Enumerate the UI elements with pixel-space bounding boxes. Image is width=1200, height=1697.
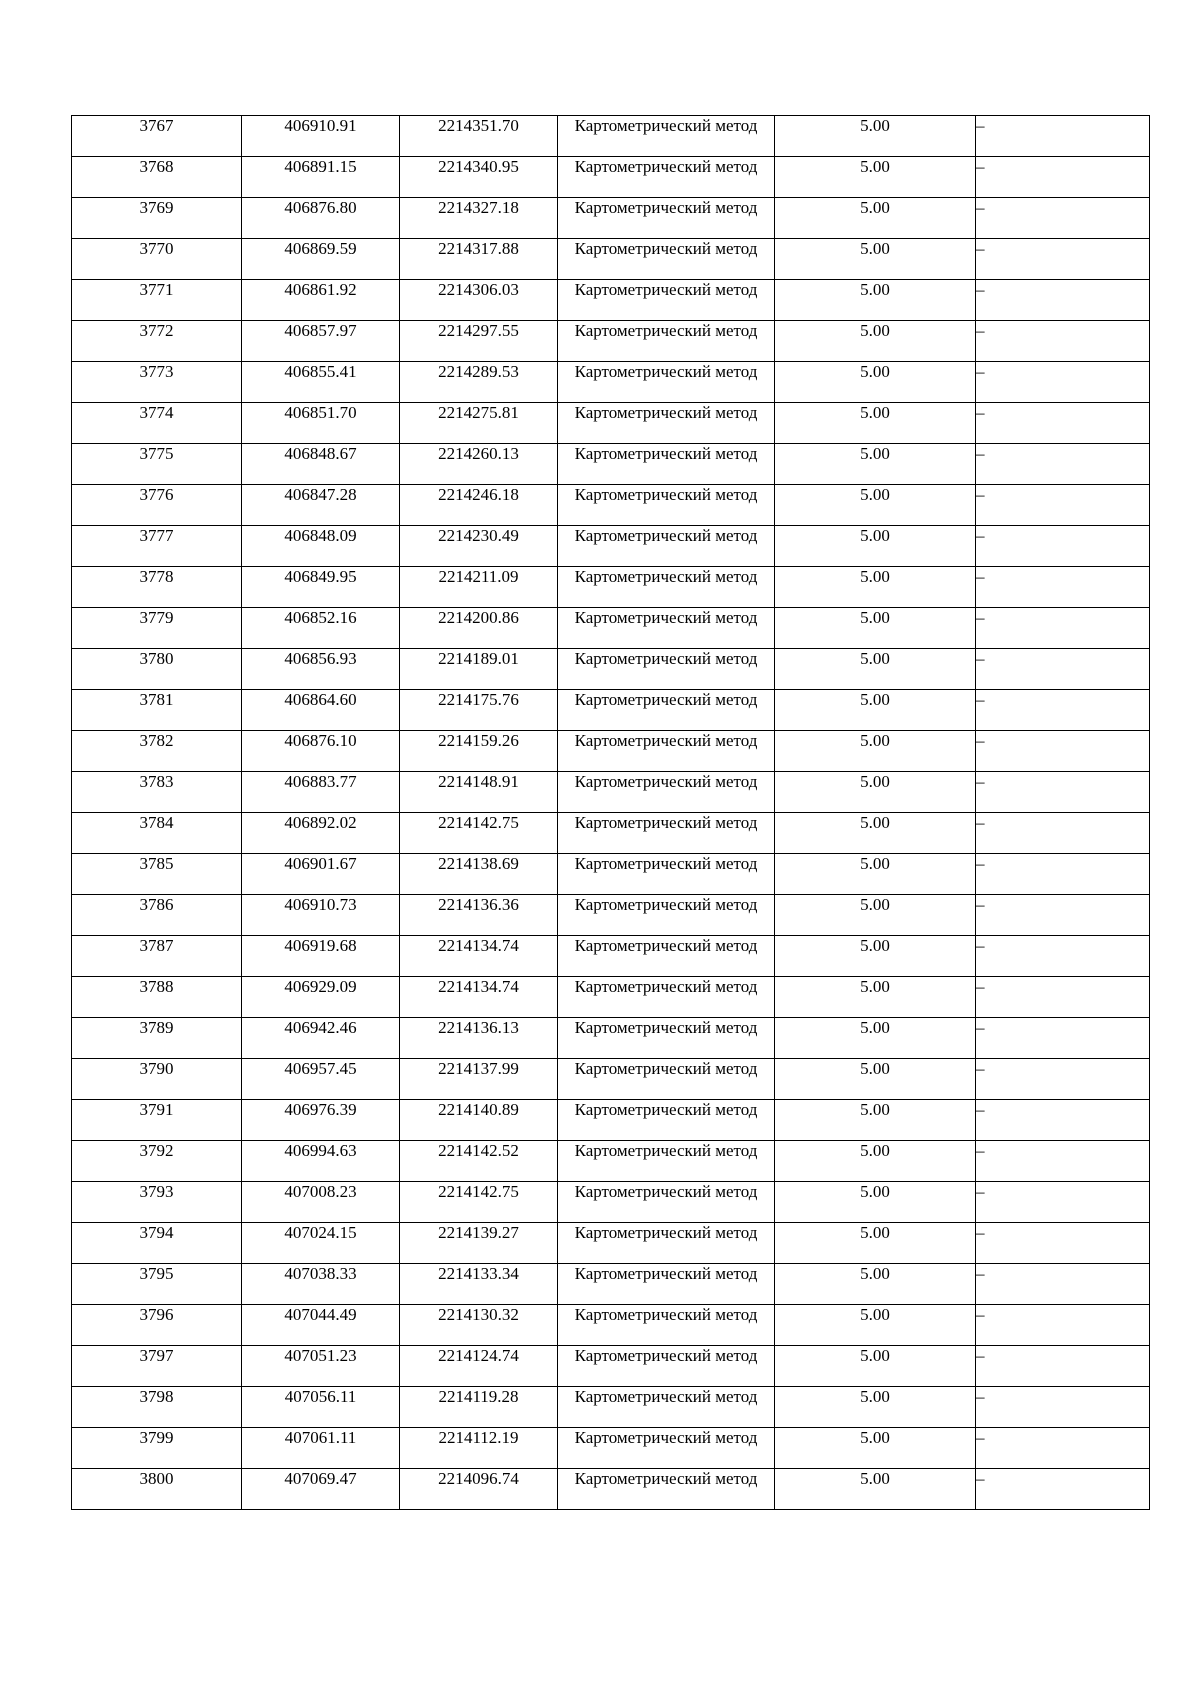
accuracy-cell: 5.00 — [775, 1141, 976, 1182]
table-row — [72, 854, 1150, 895]
table-row — [72, 321, 1150, 362]
description-cell: – — [976, 157, 1150, 198]
point-number-cell: 3800 — [72, 1469, 242, 1510]
method-cell — [558, 936, 775, 977]
x-coordinate-cell: 406848.09 — [242, 526, 400, 567]
y-coordinate-cell: 2214260.13 — [400, 444, 558, 485]
point-number-cell: 3784 — [72, 813, 242, 854]
accuracy-cell: 5.00 — [775, 772, 976, 813]
coordinates-table — [71, 115, 1150, 1510]
method-cell — [558, 444, 775, 485]
point-number-cell: 3793 — [72, 1182, 242, 1223]
x-coordinate-cell: 407056.11 — [242, 1387, 400, 1428]
y-coordinate-cell: 2214096.74 — [400, 1469, 558, 1510]
accuracy-cell: 5.00 — [775, 1346, 976, 1387]
x-coordinate-cell: 407038.33 — [242, 1264, 400, 1305]
description-cell: – — [976, 1346, 1150, 1387]
table-row — [72, 567, 1150, 608]
point-number-cell: 3785 — [72, 854, 242, 895]
description-cell: – — [976, 198, 1150, 239]
y-coordinate-cell: 2214136.36 — [400, 895, 558, 936]
table-row — [72, 116, 1150, 157]
method-cell — [558, 649, 775, 690]
y-coordinate-cell: 2214142.52 — [400, 1141, 558, 1182]
x-coordinate-cell: 406957.45 — [242, 1059, 400, 1100]
y-coordinate-cell: 2214140.89 — [400, 1100, 558, 1141]
x-coordinate-cell: 406910.73 — [242, 895, 400, 936]
description-cell: – — [976, 649, 1150, 690]
description-cell: – — [976, 731, 1150, 772]
accuracy-cell: 5.00 — [775, 239, 976, 280]
x-coordinate-cell: 406847.28 — [242, 485, 400, 526]
accuracy-cell: 5.00 — [775, 1100, 976, 1141]
method-text: Картометрический метод — [574, 321, 758, 340]
x-coordinate-cell: 406883.77 — [242, 772, 400, 813]
method-cell — [558, 567, 775, 608]
method-cell — [558, 1223, 775, 1264]
point-number-cell: 3768 — [72, 157, 242, 198]
y-coordinate-cell: 2214142.75 — [400, 1182, 558, 1223]
description-cell: – — [976, 813, 1150, 854]
point-number-cell: 3782 — [72, 731, 242, 772]
method-cell — [558, 608, 775, 649]
point-number-cell: 3771 — [72, 280, 242, 321]
accuracy-cell: 5.00 — [775, 608, 976, 649]
point-number-cell: 3787 — [72, 936, 242, 977]
table-row — [72, 772, 1150, 813]
table-row — [72, 1100, 1150, 1141]
description-cell: – — [976, 280, 1150, 321]
point-number-cell: 3789 — [72, 1018, 242, 1059]
method-cell — [558, 731, 775, 772]
x-coordinate-cell: 406848.67 — [242, 444, 400, 485]
y-coordinate-cell: 2214136.13 — [400, 1018, 558, 1059]
method-cell — [558, 1182, 775, 1223]
point-number-cell: 3774 — [72, 403, 242, 444]
x-coordinate-cell: 406869.59 — [242, 239, 400, 280]
x-coordinate-cell: 406876.80 — [242, 198, 400, 239]
y-coordinate-cell: 2214351.70 — [400, 116, 558, 157]
method-text: Картометрический метод — [574, 1100, 758, 1119]
table-row — [72, 1059, 1150, 1100]
table-row — [72, 1018, 1150, 1059]
table-row — [72, 1305, 1150, 1346]
accuracy-cell: 5.00 — [775, 731, 976, 772]
x-coordinate-cell: 406851.70 — [242, 403, 400, 444]
y-coordinate-cell: 2214297.55 — [400, 321, 558, 362]
y-coordinate-cell: 2214306.03 — [400, 280, 558, 321]
y-coordinate-cell: 2214142.75 — [400, 813, 558, 854]
accuracy-cell: 5.00 — [775, 813, 976, 854]
y-coordinate-cell: 2214317.88 — [400, 239, 558, 280]
method-text: Картометрический метод — [574, 444, 758, 463]
method-cell — [558, 198, 775, 239]
point-number-cell: 3794 — [72, 1223, 242, 1264]
method-text: Картометрический метод — [574, 1141, 758, 1160]
point-number-cell: 3788 — [72, 977, 242, 1018]
x-coordinate-cell: 406892.02 — [242, 813, 400, 854]
y-coordinate-cell: 2214137.99 — [400, 1059, 558, 1100]
table-row — [72, 1428, 1150, 1469]
method-cell — [558, 157, 775, 198]
method-cell — [558, 116, 775, 157]
method-cell — [558, 772, 775, 813]
accuracy-cell: 5.00 — [775, 1469, 976, 1510]
method-cell — [558, 1346, 775, 1387]
method-text: Картометрический метод — [574, 157, 758, 176]
x-coordinate-cell: 406855.41 — [242, 362, 400, 403]
accuracy-cell: 5.00 — [775, 567, 976, 608]
description-cell: – — [976, 1223, 1150, 1264]
accuracy-cell: 5.00 — [775, 854, 976, 895]
accuracy-cell: 5.00 — [775, 1264, 976, 1305]
y-coordinate-cell: 2214134.74 — [400, 936, 558, 977]
table-row — [72, 1346, 1150, 1387]
table-row — [72, 239, 1150, 280]
point-number-cell: 3772 — [72, 321, 242, 362]
description-cell: – — [976, 321, 1150, 362]
point-number-cell: 3767 — [72, 116, 242, 157]
x-coordinate-cell: 406910.91 — [242, 116, 400, 157]
table-row — [72, 731, 1150, 772]
method-text: Картометрический метод — [574, 649, 758, 668]
description-cell: – — [976, 854, 1150, 895]
point-number-cell: 3778 — [72, 567, 242, 608]
table-row — [72, 485, 1150, 526]
table-row — [72, 444, 1150, 485]
point-number-cell: 3775 — [72, 444, 242, 485]
x-coordinate-cell: 406849.95 — [242, 567, 400, 608]
table-row — [72, 403, 1150, 444]
accuracy-cell: 5.00 — [775, 1305, 976, 1346]
table-row — [72, 608, 1150, 649]
point-number-cell: 3797 — [72, 1346, 242, 1387]
method-text: Картометрический метод — [574, 854, 758, 873]
point-number-cell: 3796 — [72, 1305, 242, 1346]
description-cell: – — [976, 1059, 1150, 1100]
point-number-cell: 3773 — [72, 362, 242, 403]
description-cell: – — [976, 1387, 1150, 1428]
accuracy-cell: 5.00 — [775, 936, 976, 977]
point-number-cell: 3776 — [72, 485, 242, 526]
method-text: Картометрический метод — [574, 567, 758, 586]
method-text: Картометрический метод — [574, 731, 758, 750]
method-cell — [558, 854, 775, 895]
method-cell — [558, 1264, 775, 1305]
y-coordinate-cell: 2214340.95 — [400, 157, 558, 198]
description-cell: – — [976, 526, 1150, 567]
x-coordinate-cell: 407008.23 — [242, 1182, 400, 1223]
description-cell: – — [976, 485, 1150, 526]
point-number-cell: 3790 — [72, 1059, 242, 1100]
x-coordinate-cell: 406942.46 — [242, 1018, 400, 1059]
description-cell: – — [976, 690, 1150, 731]
y-coordinate-cell: 2214200.86 — [400, 608, 558, 649]
description-cell: – — [976, 895, 1150, 936]
description-cell: – — [976, 1182, 1150, 1223]
description-cell: – — [976, 936, 1150, 977]
point-number-cell: 3779 — [72, 608, 242, 649]
y-coordinate-cell: 2214289.53 — [400, 362, 558, 403]
x-coordinate-cell: 406919.68 — [242, 936, 400, 977]
method-cell — [558, 1469, 775, 1510]
table-row — [72, 1182, 1150, 1223]
y-coordinate-cell: 2214138.69 — [400, 854, 558, 895]
table-row — [72, 198, 1150, 239]
y-coordinate-cell: 2214246.18 — [400, 485, 558, 526]
x-coordinate-cell: 407024.15 — [242, 1223, 400, 1264]
description-cell: – — [976, 1100, 1150, 1141]
method-text: Картометрический метод — [574, 1223, 758, 1242]
method-cell — [558, 526, 775, 567]
y-coordinate-cell: 2214112.19 — [400, 1428, 558, 1469]
method-text: Картометрический метод — [574, 1059, 758, 1078]
method-text: Картометрический метод — [574, 895, 758, 914]
method-text: Картометрический метод — [574, 239, 758, 258]
y-coordinate-cell: 2214159.26 — [400, 731, 558, 772]
table-row — [72, 526, 1150, 567]
table-row — [72, 895, 1150, 936]
point-number-cell: 3769 — [72, 198, 242, 239]
x-coordinate-cell: 406852.16 — [242, 608, 400, 649]
description-cell: – — [976, 362, 1150, 403]
description-cell: – — [976, 1141, 1150, 1182]
table-row — [72, 280, 1150, 321]
method-text: Картометрический метод — [574, 1305, 758, 1324]
description-cell: – — [976, 444, 1150, 485]
method-cell — [558, 813, 775, 854]
accuracy-cell: 5.00 — [775, 485, 976, 526]
y-coordinate-cell: 2214130.32 — [400, 1305, 558, 1346]
method-text: Картометрический метод — [574, 485, 758, 504]
accuracy-cell: 5.00 — [775, 977, 976, 1018]
y-coordinate-cell: 2214175.76 — [400, 690, 558, 731]
x-coordinate-cell: 407051.23 — [242, 1346, 400, 1387]
accuracy-cell: 5.00 — [775, 1182, 976, 1223]
method-cell — [558, 1428, 775, 1469]
accuracy-cell: 5.00 — [775, 1223, 976, 1264]
method-text: Картометрический метод — [574, 198, 758, 217]
y-coordinate-cell: 2214189.01 — [400, 649, 558, 690]
point-number-cell: 3798 — [72, 1387, 242, 1428]
accuracy-cell: 5.00 — [775, 690, 976, 731]
method-cell — [558, 895, 775, 936]
method-cell — [558, 403, 775, 444]
y-coordinate-cell: 2214139.27 — [400, 1223, 558, 1264]
y-coordinate-cell: 2214327.18 — [400, 198, 558, 239]
y-coordinate-cell: 2214230.49 — [400, 526, 558, 567]
method-text: Картометрический метод — [574, 362, 758, 381]
method-cell — [558, 362, 775, 403]
x-coordinate-cell: 407061.11 — [242, 1428, 400, 1469]
x-coordinate-cell: 406994.63 — [242, 1141, 400, 1182]
x-coordinate-cell: 406976.39 — [242, 1100, 400, 1141]
accuracy-cell: 5.00 — [775, 198, 976, 239]
accuracy-cell: 5.00 — [775, 895, 976, 936]
point-number-cell: 3777 — [72, 526, 242, 567]
description-cell: – — [976, 977, 1150, 1018]
method-text: Картометрический метод — [574, 280, 758, 299]
y-coordinate-cell: 2214275.81 — [400, 403, 558, 444]
description-cell: – — [976, 772, 1150, 813]
method-cell — [558, 1305, 775, 1346]
method-cell — [558, 485, 775, 526]
description-cell: – — [976, 608, 1150, 649]
method-cell — [558, 280, 775, 321]
x-coordinate-cell: 407069.47 — [242, 1469, 400, 1510]
accuracy-cell: 5.00 — [775, 321, 976, 362]
accuracy-cell: 5.00 — [775, 157, 976, 198]
point-number-cell: 3792 — [72, 1141, 242, 1182]
method-text: Картометрический метод — [574, 608, 758, 627]
method-text: Картометрический метод — [574, 936, 758, 955]
method-cell — [558, 1059, 775, 1100]
point-number-cell: 3795 — [72, 1264, 242, 1305]
y-coordinate-cell: 2214119.28 — [400, 1387, 558, 1428]
x-coordinate-cell: 406861.92 — [242, 280, 400, 321]
y-coordinate-cell: 2214124.74 — [400, 1346, 558, 1387]
description-cell: – — [976, 1428, 1150, 1469]
description-cell: – — [976, 239, 1150, 280]
method-text: Картометрический метод — [574, 1428, 758, 1447]
method-text: Картометрический метод — [574, 1469, 758, 1488]
point-number-cell: 3780 — [72, 649, 242, 690]
y-coordinate-cell: 2214211.09 — [400, 567, 558, 608]
point-number-cell: 3783 — [72, 772, 242, 813]
description-cell: – — [976, 1305, 1150, 1346]
description-cell: – — [976, 403, 1150, 444]
method-text: Картометрический метод — [574, 1018, 758, 1037]
method-cell — [558, 690, 775, 731]
y-coordinate-cell: 2214134.74 — [400, 977, 558, 1018]
method-cell — [558, 239, 775, 280]
method-text: Картометрический метод — [574, 1387, 758, 1406]
accuracy-cell: 5.00 — [775, 649, 976, 690]
accuracy-cell: 5.00 — [775, 403, 976, 444]
accuracy-cell: 5.00 — [775, 116, 976, 157]
accuracy-cell: 5.00 — [775, 280, 976, 321]
table-row — [72, 157, 1150, 198]
method-text: Картометрический метод — [574, 1346, 758, 1365]
method-text: Картометрический метод — [574, 403, 758, 422]
table-row — [72, 977, 1150, 1018]
x-coordinate-cell: 407044.49 — [242, 1305, 400, 1346]
method-text: Картометрический метод — [574, 772, 758, 791]
method-cell — [558, 977, 775, 1018]
x-coordinate-cell: 406876.10 — [242, 731, 400, 772]
method-cell — [558, 1387, 775, 1428]
table-row — [72, 690, 1150, 731]
point-number-cell: 3770 — [72, 239, 242, 280]
x-coordinate-cell: 406856.93 — [242, 649, 400, 690]
accuracy-cell: 5.00 — [775, 362, 976, 403]
table-row — [72, 1469, 1150, 1510]
accuracy-cell: 5.00 — [775, 1387, 976, 1428]
method-text: Картометрический метод — [574, 690, 758, 709]
table-row — [72, 649, 1150, 690]
y-coordinate-cell: 2214133.34 — [400, 1264, 558, 1305]
description-cell: – — [976, 1018, 1150, 1059]
table-row — [72, 1223, 1150, 1264]
method-cell — [558, 1018, 775, 1059]
description-cell: – — [976, 1264, 1150, 1305]
accuracy-cell: 5.00 — [775, 1428, 976, 1469]
accuracy-cell: 5.00 — [775, 1059, 976, 1100]
table-row — [72, 1264, 1150, 1305]
method-text: Картометрический метод — [574, 813, 758, 832]
description-cell: – — [976, 116, 1150, 157]
point-number-cell: 3786 — [72, 895, 242, 936]
accuracy-cell: 5.00 — [775, 526, 976, 567]
point-number-cell: 3791 — [72, 1100, 242, 1141]
x-coordinate-cell: 406891.15 — [242, 157, 400, 198]
description-cell: – — [976, 1469, 1150, 1510]
x-coordinate-cell: 406929.09 — [242, 977, 400, 1018]
method-text: Картометрический метод — [574, 1264, 758, 1283]
method-text: Картометрический метод — [574, 526, 758, 545]
x-coordinate-cell: 406901.67 — [242, 854, 400, 895]
table-row — [72, 936, 1150, 977]
table-row — [72, 362, 1150, 403]
point-number-cell: 3799 — [72, 1428, 242, 1469]
description-cell: – — [976, 567, 1150, 608]
method-text: Картометрический метод — [574, 1182, 758, 1201]
accuracy-cell: 5.00 — [775, 444, 976, 485]
table-row — [72, 1387, 1150, 1428]
x-coordinate-cell: 406864.60 — [242, 690, 400, 731]
method-text: Картометрический метод — [574, 977, 758, 996]
method-cell — [558, 1141, 775, 1182]
y-coordinate-cell: 2214148.91 — [400, 772, 558, 813]
accuracy-cell: 5.00 — [775, 1018, 976, 1059]
method-cell — [558, 1100, 775, 1141]
method-cell — [558, 321, 775, 362]
coordinates-table-body — [72, 116, 1150, 1510]
method-text: Картометрический метод — [574, 116, 758, 135]
table-row — [72, 1141, 1150, 1182]
table-row — [72, 813, 1150, 854]
point-number-cell: 3781 — [72, 690, 242, 731]
x-coordinate-cell: 406857.97 — [242, 321, 400, 362]
